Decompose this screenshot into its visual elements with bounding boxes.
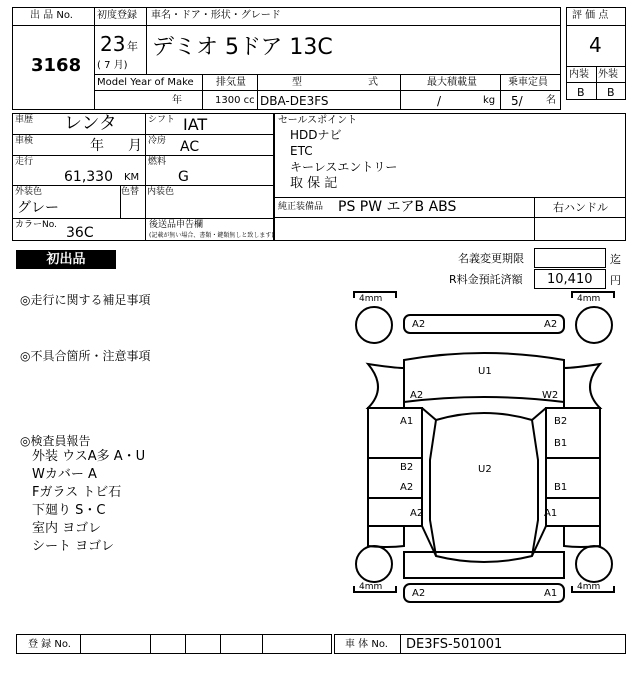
tread-front-left: 4mm xyxy=(359,294,383,304)
first-registration-label: 初度登録 xyxy=(97,10,137,21)
sales-point-3: キーレスエントリー xyxy=(290,160,398,174)
registration-number-label: 登 録 No. xyxy=(28,639,71,650)
sales-point-4: 取 保 記 xyxy=(290,176,338,191)
type-label: 型 xyxy=(292,77,302,88)
mark-left-front-door: A1 xyxy=(400,416,414,427)
history-value: レンタ xyxy=(64,113,117,134)
score-value: 4 xyxy=(589,33,602,57)
equipment-label: 純正装備品 xyxy=(278,202,324,212)
tread-rear-right: 4mm xyxy=(577,582,601,592)
lot-number-label: 出 品 No. xyxy=(30,10,73,21)
mark-right-front-door-top: B2 xyxy=(554,416,568,427)
recycle-fee-unit: 円 xyxy=(610,274,621,287)
capacity-label: 乗車定員 xyxy=(508,77,548,88)
name-change-deadline-unit: 迄 xyxy=(610,253,621,266)
mileage-value: 61,330 xyxy=(64,169,113,185)
chassis-number-value: DE3FS-501001 xyxy=(406,637,503,652)
sales-point-1: HDDナビ xyxy=(290,128,342,142)
driving-notes-title: ◎走行に関する補足事項 xyxy=(20,293,151,307)
model-year-unit: 年 xyxy=(172,95,182,106)
mark-front-bumper-right: A2 xyxy=(544,319,558,330)
repaint-label: 色替 xyxy=(121,187,140,197)
exterior-color-value: グレー xyxy=(17,200,59,216)
max-load-label: 最大積載量 xyxy=(427,77,477,88)
aircon-label: 冷房 xyxy=(148,136,167,146)
lot-number: 3168 xyxy=(31,55,82,76)
inspector-line-2: Wカバー A xyxy=(32,467,97,482)
sales-point-2: ETC xyxy=(290,144,313,158)
mark-left-rear-door-top: B2 xyxy=(400,462,414,473)
inspector-line-5: 室内 ヨゴレ xyxy=(32,521,102,536)
aircon-value: AC xyxy=(180,139,200,155)
mark-right-rear-door: B1 xyxy=(554,482,568,493)
shift-label: シフト xyxy=(148,115,176,125)
inspection-month-unit: 月 xyxy=(128,138,142,154)
type-label-2: 式 xyxy=(368,77,378,88)
score-label: 評 価 点 xyxy=(572,10,609,21)
chassis-number-label: 車 体 No. xyxy=(345,639,388,650)
mark-rear-bumper-right: A1 xyxy=(544,588,558,599)
defect-notes-title: ◎不具合箇所・注意事項 xyxy=(20,349,151,363)
tread-rear-left: 4mm xyxy=(359,582,383,592)
max-load-unit: kg xyxy=(483,95,496,106)
car-condition-diagram xyxy=(340,288,630,628)
mark-left-front-fender: A2 xyxy=(410,390,424,401)
capacity-value: 5/ xyxy=(511,94,523,108)
mark-left-rear-door-bottom: A2 xyxy=(400,482,414,493)
capacity-unit: 名 xyxy=(546,95,556,106)
registration-month: ( 7 月) xyxy=(97,60,128,71)
color-number-value: 36C xyxy=(66,225,94,241)
registration-year-unit: 年 xyxy=(127,40,138,53)
inspection-year-unit: 年 xyxy=(90,138,104,154)
mark-hood: U1 xyxy=(478,366,492,377)
recycle-fee-label: R料金預託済額 xyxy=(449,273,523,286)
exterior-color-label: 外装色 xyxy=(15,187,43,197)
displacement-value: 1300 cc xyxy=(215,95,255,106)
sales-points-label: セールスポイント xyxy=(278,115,358,126)
car-name-label: 車名・ドア・形状・グレード xyxy=(151,10,281,21)
displacement-label: 排気量 xyxy=(216,77,246,88)
car-name: デミオ 5ドア 13C xyxy=(152,35,333,60)
inspector-line-1: 外装 ウスA多 A・U xyxy=(32,449,146,464)
inspector-report-title: ◎検査員報告 xyxy=(20,434,91,448)
interior-grade: B xyxy=(577,86,585,99)
shipping-note: (記載が無い場合、書類・鍵類無しと致します) xyxy=(149,232,274,239)
color-number-label: カラーNo. xyxy=(15,220,57,230)
tread-front-right: 4mm xyxy=(577,294,601,304)
name-change-deadline-label: 名義変更期限 xyxy=(458,252,524,265)
mileage-unit: KM xyxy=(124,172,140,183)
inspector-line-6: シート ヨゴレ xyxy=(32,539,115,554)
type-code: DBA-DE3FS xyxy=(260,94,329,108)
name-change-deadline-field xyxy=(534,248,606,268)
interior-color-label: 内装色 xyxy=(147,187,175,197)
mark-right-front-door-bottom: B1 xyxy=(554,438,568,449)
model-year-label: Model Year of Make xyxy=(97,77,194,88)
mark-left-rear-fender: A2 xyxy=(410,508,424,519)
fuel-label: 燃料 xyxy=(148,157,167,167)
fuel-value: G xyxy=(178,169,189,185)
interior-grade-label: 内装 xyxy=(569,69,589,80)
history-label: 車歴 xyxy=(15,115,34,125)
mark-right-rear-fender: A1 xyxy=(544,508,558,519)
mark-front-bumper-left: A2 xyxy=(412,319,426,330)
exterior-grade-label: 外装 xyxy=(598,69,618,80)
inspector-line-3: Fガラス トビ石 xyxy=(32,485,122,500)
first-listing-badge: 初出品 xyxy=(16,250,116,269)
mark-right-front-fender: W2 xyxy=(542,390,559,401)
mark-roof: U2 xyxy=(478,464,492,475)
mark-rear-bumper-left: A2 xyxy=(412,588,426,599)
inspector-line-4: 下廻り S・C xyxy=(32,503,106,518)
shipping-label: 後送品申告欄 xyxy=(149,220,204,230)
mileage-label: 走行 xyxy=(15,157,34,167)
registration-year: 23 xyxy=(100,32,126,56)
exterior-grade: B xyxy=(607,86,615,99)
max-load-value: / xyxy=(437,94,442,108)
shift-value: IAT xyxy=(183,115,208,134)
equipment-value: PS PW エアB ABS xyxy=(338,199,457,215)
steering-position: 右ハンドル xyxy=(553,201,608,214)
inspection-label: 車検 xyxy=(15,136,34,146)
recycle-fee-value: 10,410 xyxy=(547,272,593,287)
